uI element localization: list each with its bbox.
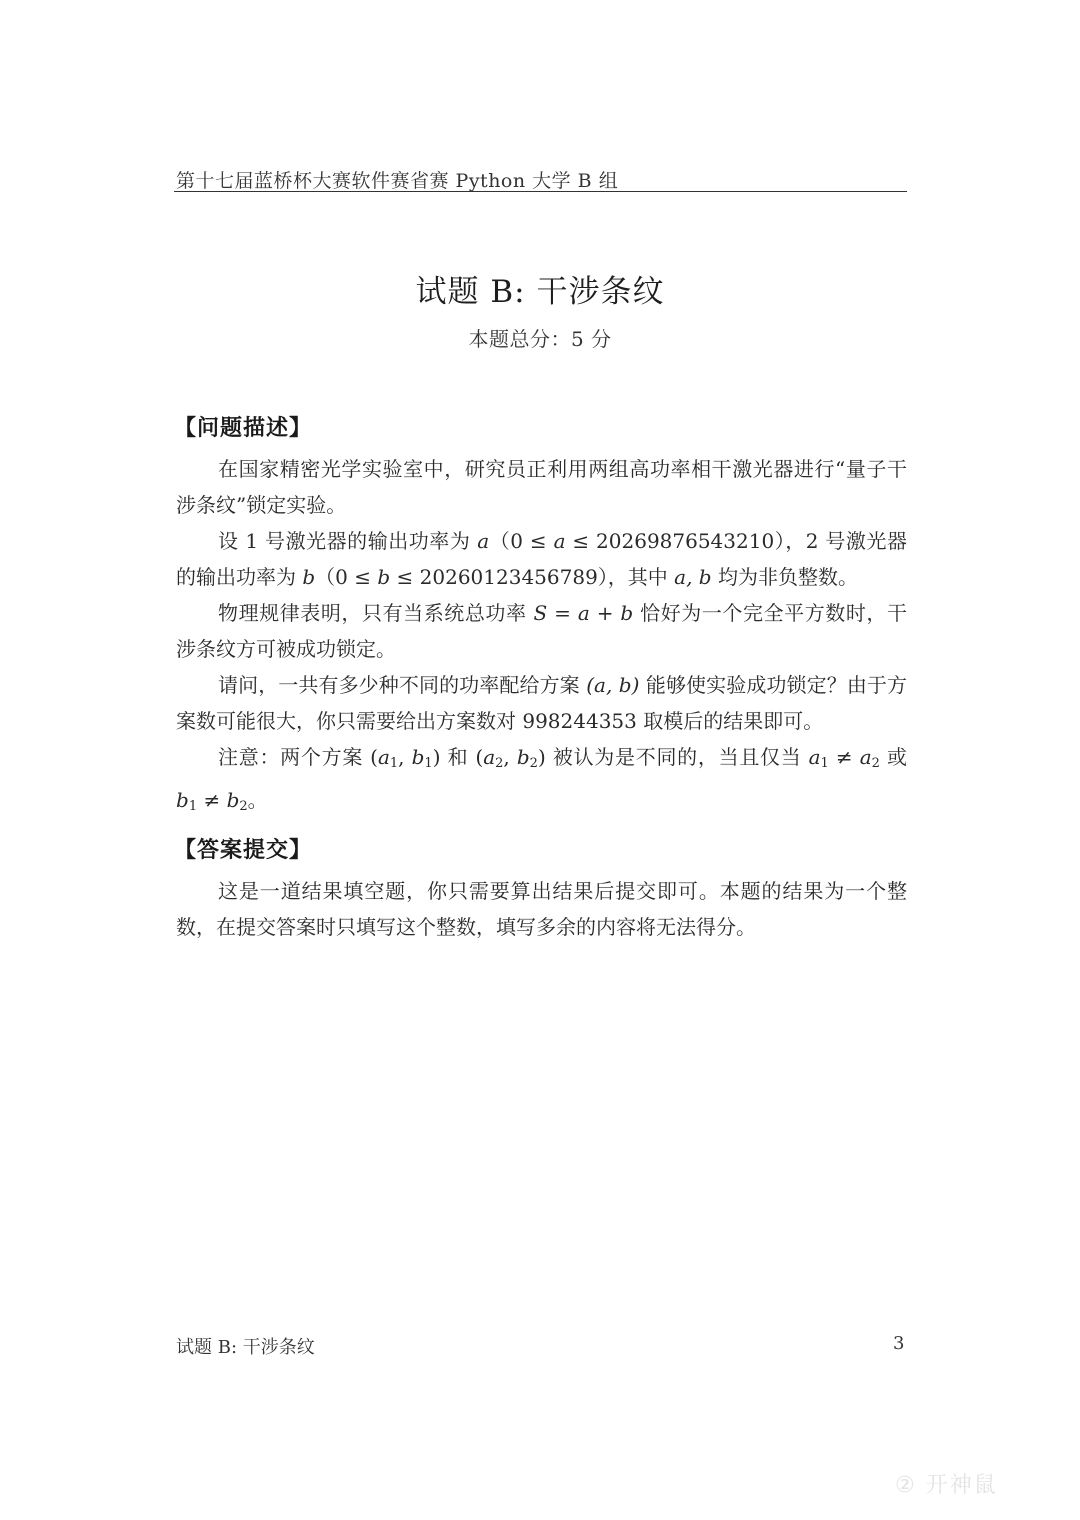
section-heading-submit: 【答案提交】 <box>174 838 313 863</box>
subscript: 2 <box>495 756 504 771</box>
paren: ( <box>370 745 378 769</box>
comma: , <box>503 745 517 769</box>
plus: + <box>589 601 621 625</box>
paren: ) <box>432 745 441 769</box>
range-b-start: 0 ≤ <box>335 565 378 589</box>
problem-paragraph-5 <box>176 739 907 825</box>
var-b: b <box>176 788 189 812</box>
pair-ab: (a, b) <box>586 673 640 697</box>
footer-title: 试题 B: 干涉条纹 <box>176 1337 315 1358</box>
text: 物理规律表明，只有当系统总功率 <box>218 601 534 625</box>
var-S: S <box>533 601 548 625</box>
text: 或 <box>879 745 908 769</box>
text: 均为非负整数。 <box>711 565 858 589</box>
range-b-end: ≤ 20260123456789 <box>390 565 598 589</box>
watermark: ② 开神鼠 <box>895 1473 998 1498</box>
var-a: a <box>477 529 490 553</box>
text: 。 <box>247 788 268 812</box>
text: 能够使实验成功锁定？由于方案数可能很大，你只需要给出方案数对 998244353 取模后的结果即可。 <box>176 673 908 733</box>
subscript: 1 <box>820 756 829 771</box>
problem-paragraph-4 <box>176 667 907 739</box>
header-rule <box>174 191 907 192</box>
text: 被认为是不同的，当且仅当 <box>545 745 809 769</box>
var-a: a <box>377 745 390 769</box>
var-b: b <box>516 745 530 769</box>
range-a-end: ≤ 20269876543210 <box>565 529 775 553</box>
problem-paragraph-3 <box>176 595 907 667</box>
text: （ <box>315 565 336 589</box>
not-equal: ≠ <box>828 745 860 769</box>
subscript: 1 <box>424 756 433 771</box>
section-heading-problem: 【问题描述】 <box>174 416 313 441</box>
equals: = <box>547 601 578 625</box>
subscript: 1 <box>389 756 399 771</box>
subscript: 2 <box>871 756 880 771</box>
range-a-start: 0 ≤ <box>510 529 554 553</box>
comma: , <box>398 745 412 769</box>
not-equal: ≠ <box>197 788 227 812</box>
var-ab: a, b <box>674 565 712 589</box>
page-header: 第十七届蓝桥杯大赛软件赛省赛 Python 大学 B 组 <box>176 170 619 192</box>
var-b: b <box>377 565 391 589</box>
text: 请问，一共有多少种不同的功率配给方案 <box>218 673 587 697</box>
var-a: a <box>553 529 566 553</box>
var-b: b <box>226 788 240 812</box>
text: ），其中 <box>597 565 675 589</box>
text: 注意：两个方案 <box>218 745 371 769</box>
var-b: b <box>302 565 316 589</box>
text: ），2 号激光器的输出功率为 <box>176 529 908 589</box>
subscript: 2 <box>529 756 538 771</box>
var-a: a <box>808 745 821 769</box>
problem-score: 本题总分：5 分 <box>468 327 612 351</box>
var-a: a <box>577 601 590 625</box>
text: 恰好为一个完全平方数时，干涉条纹方可被成功锁定。 <box>176 601 908 661</box>
var-a: a <box>483 745 496 769</box>
subscript: 1 <box>188 799 198 814</box>
page-number: 3 <box>893 1333 905 1354</box>
paren: ) <box>537 745 546 769</box>
var-b: b <box>620 601 634 625</box>
text: （ <box>489 529 511 553</box>
submit-paragraph: 这是一道结果填空题，你只需要算出结果后提交即可。本题的结果为一个整数，在提交答案时只填写这个整数，填写多余的内容将无法得分。 <box>176 879 907 939</box>
problem-title: 试题 B: 干涉条纹 <box>415 274 665 310</box>
text: 设 1 号激光器的输出功率为 <box>218 529 478 553</box>
problem-paragraph-1: 在国家精密光学实验室中，研究员正利用两组高功率相干激光器进行“量子干涉条纹”锁定实验。 <box>176 457 907 517</box>
text: 和 <box>440 745 476 769</box>
paren: ( <box>475 745 484 769</box>
subscript: 2 <box>239 799 248 814</box>
var-b: b <box>411 745 425 769</box>
var-a: a <box>859 745 872 769</box>
problem-paragraph-2 <box>176 523 907 595</box>
